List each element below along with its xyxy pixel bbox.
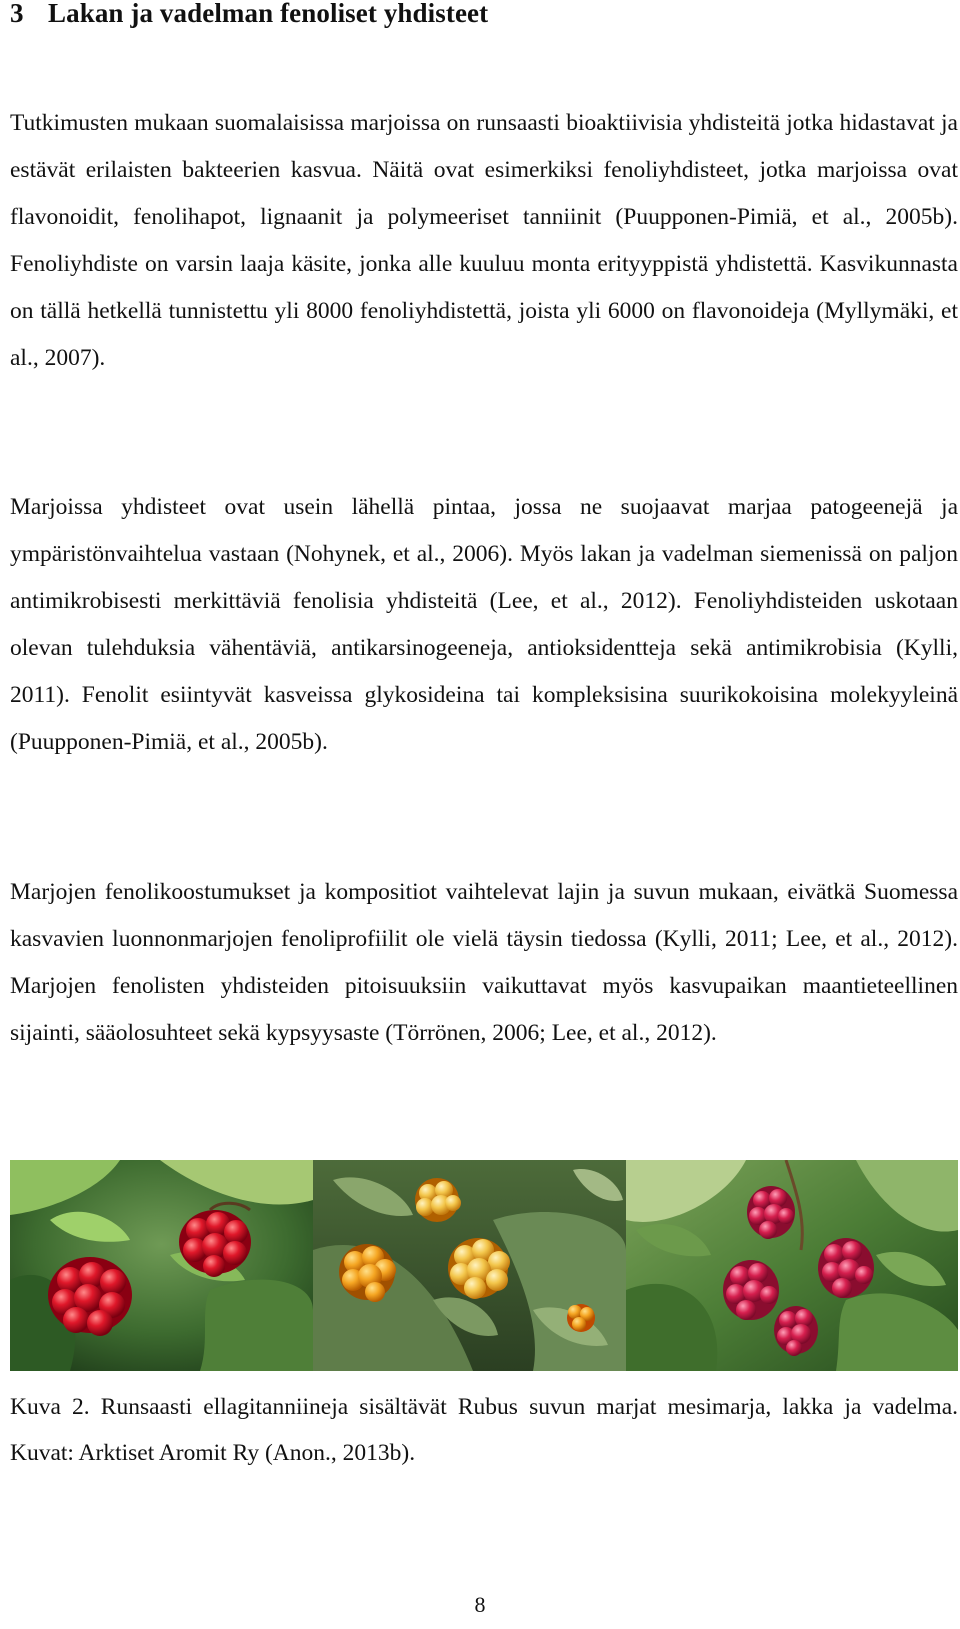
- paragraph-1: Tutkimusten mukaan suomalaisissa marjoissa on runsaasti bioaktiivisia yhdisteitä jotka hidastavat ja estävät erilaisten bakteerien kasvua. Näitä ovat esimerkiksi fenoliyhdisteet, jotka marjoissa ovat flavonoidit, fenolihapot, lignaanit ja polymeeriset tanniinit (Puupponen-Pimiä, et al., 2005b). Fenoliyhdiste on varsin laaja käsite, jonka alle kuuluu monta erityyppistä yhdistettä. Kasvikunnasta on tällä hetkellä tunnistettu yli 8000 fenoliyhdistettä, joista yli 6000 on flavonoideja (Myllymäki, et al., 2007).: [10, 110, 958, 371]
- vadelma-image: [626, 1160, 958, 1371]
- section-heading: [10, 0, 488, 29]
- photo-mesimarja: [10, 1160, 313, 1371]
- section-title: Lakan ja vadelman fenoliset yhdisteet: [48, 0, 489, 28]
- paragraph-2: Marjoissa yhdisteet ovat usein lähellä pintaa, jossa ne suojaavat marjaa patogeenejä ja ympäristönvaihtelua vastaan (Nohynek, et al., 2006). Myös lakan ja vadelman siemenissä on paljon antimikrobisesti merkittäviä fenolisia yhdisteitä (Lee, et al., 2012). Fenoliyhdisteiden uskotaan olevan tulehduksia vähentäviä, antikarsinogeeneja, antioksidentteja sekä antimikrobisia (Kylli, 2011). Fenolit esiintyvät kasveissa glykosideina tai kompleksisina suurikokoisina molekyyleinä (Puupponen-Pimiä, et al., 2005b).: [10, 494, 958, 755]
- page-number: 8: [474, 1592, 486, 1617]
- photo-vadelma: [626, 1160, 958, 1371]
- figure-caption: Kuva 2. Runsaasti ellagitanniineja sisältävät Rubus suvun marjat mesimarja, lakka ja vadelma. Kuvat: Arktiset Aromit Ry (Anon., 2013b).: [10, 1394, 958, 1466]
- photo-lakka: [313, 1160, 626, 1371]
- section-number: 3: [10, 0, 24, 28]
- berry-photo-strip: [10, 1160, 958, 1371]
- mesimarja-image: [10, 1160, 313, 1371]
- lakka-image: [313, 1160, 626, 1371]
- paragraph-3: Marjojen fenolikoostumukset ja kompositiot vaihtelevat lajin ja suvun mukaan, eivätkä Suomessa kasvavien luonnonmarjojen fenoliprofiilit ole vielä täysin tiedossa (Kylli, 2011; Lee, et al., 2012). Marjojen fenolisten yhdisteiden pitoisuuksiin vaikuttavat myös kasvupaikan maantieteellinen sijainti, sääolosuhteet sekä kypsyysaste (Törrönen, 2006; Lee, et al., 2012).: [10, 879, 958, 1046]
